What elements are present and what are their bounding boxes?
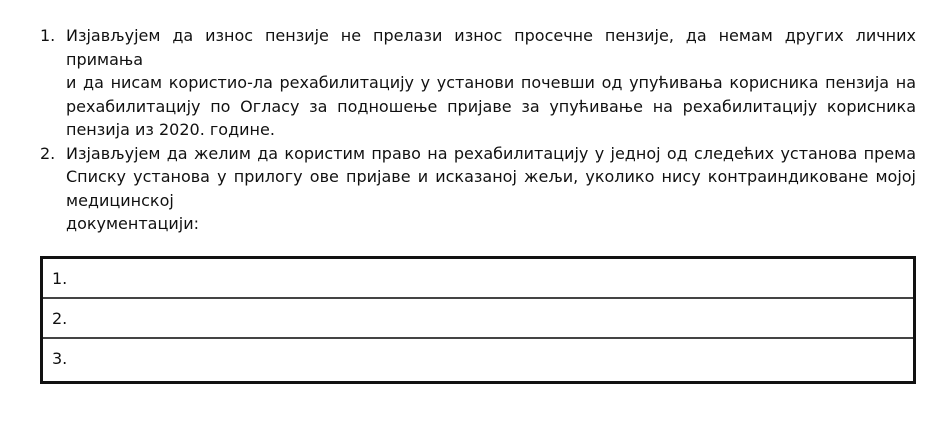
- declaration-text-line: медицинској: [66, 190, 174, 210]
- declaration-text-line: и да нисам користио-ла рехабилитацију у установи почевши од упућивања корисника пензија на: [66, 73, 916, 92]
- declaration-text-line: пензија из 2020. године.: [66, 120, 275, 139]
- declaration-item-1: [40, 24, 916, 142]
- choice-number: 1.: [52, 269, 68, 288]
- declaration-item-2: [40, 142, 916, 236]
- declaration-text-line: Изјављујем да износ пензије не прелази износ просечне пензије, да немам других личних примања: [66, 26, 916, 69]
- declaration-text-line: документацији:: [66, 214, 200, 233]
- choice-number: 3.: [52, 349, 68, 368]
- institution-choice-row-2[interactable]: [43, 299, 913, 339]
- choice-number: 2.: [52, 309, 68, 328]
- institution-choice-table: [40, 256, 916, 384]
- declaration-text-line: Изјављујем да желим да користим право на рехабилитацију у једној од следећих установа према: [66, 143, 916, 163]
- declaration-number: 2.: [40, 143, 56, 163]
- declaration-list: [40, 24, 916, 236]
- declaration-text-line: рехабилитацију по Огласу за подношење пријаве за упућивање на рехабилитацију корисника: [66, 96, 916, 116]
- declaration-text-line: Списку установа у прилогу ове пријаве и исказаној жељи, уколико нису контраиндиковане мојој: [66, 167, 916, 186]
- institution-choice-row-3[interactable]: [43, 339, 913, 379]
- institution-choice-row-1[interactable]: [43, 259, 913, 299]
- declaration-number: 1.: [40, 26, 56, 45]
